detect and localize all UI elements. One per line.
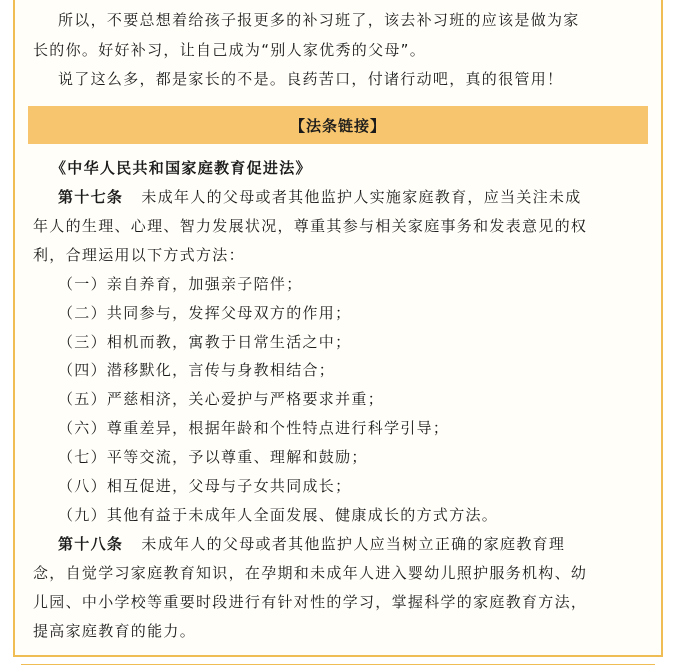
intro-line-1: 所以，不要总想着给孩子报更多的补习班了，该去补习班的应该是做为家 <box>58 11 580 29</box>
list-item: （九）其他有益于未成年人全面发展、健康成长的方式方法。 <box>58 506 499 524</box>
article-17-line-1 <box>58 183 668 212</box>
list-item: （七）平等交流，予以尊重、理解和鼓励； <box>58 448 368 466</box>
article-17-text-1: 未成年人的父母或者其他监护人实施家庭教育，应当关注未成 <box>141 188 582 206</box>
list-item: （四）潜移默化，言传与身教相结合； <box>58 361 336 379</box>
list-item: （二）共同参与，发挥父母双方的作用； <box>58 304 352 322</box>
article-18-text-1: 未成年人的父母或者其他监护人应当树立正确的家庭教育理 <box>141 535 566 553</box>
list-item: （五）严慈相济，关心爱护与严格要求并重； <box>58 390 385 408</box>
article-18-line-1 <box>58 530 668 559</box>
article-17-heading: 第十七条 <box>58 188 124 206</box>
article-17-line-2: 年人的生理、心理、智力发展状况，尊重其参与相关家庭事务和发表意见的权 <box>33 217 588 235</box>
article-18-heading: 第十八条 <box>58 535 124 553</box>
article-18-line-3: 儿园、中小学校等重要时段进行有针对性的学习，掌握科学的家庭教育方法， <box>33 593 588 611</box>
banner-label: 【法条链接】 <box>289 116 386 135</box>
list-item: （八）相互促进，父母与子女共同成长； <box>58 477 352 495</box>
list-item: （三）相机而教，寓教于日常生活之中； <box>58 333 352 351</box>
law-title: 《中华人民共和国家庭教育促进法》 <box>51 159 312 177</box>
list-item: （一）亲自养育，加强亲子陪伴； <box>58 275 303 293</box>
intro-line-3: 说了这么多，都是家长的不是。良药苦口，付诸行动吧，真的很管用！ <box>58 70 564 88</box>
law-link-banner <box>28 106 648 144</box>
list-item: （六）尊重差异，根据年龄和个性特点进行科学引导； <box>58 419 450 437</box>
article-17-line-3: 利，合理运用以下方式方法： <box>33 246 245 264</box>
intro-line-2: 长的你。好好补习，让自己成为“别人家优秀的父母”。 <box>33 41 427 59</box>
article-18-line-2: 念，自觉学习家庭教育知识，在孕期和未成年人进入婴幼儿照护服务机构、幼 <box>33 564 588 582</box>
article-18-line-4: 提高家庭教育的能力。 <box>33 622 197 640</box>
